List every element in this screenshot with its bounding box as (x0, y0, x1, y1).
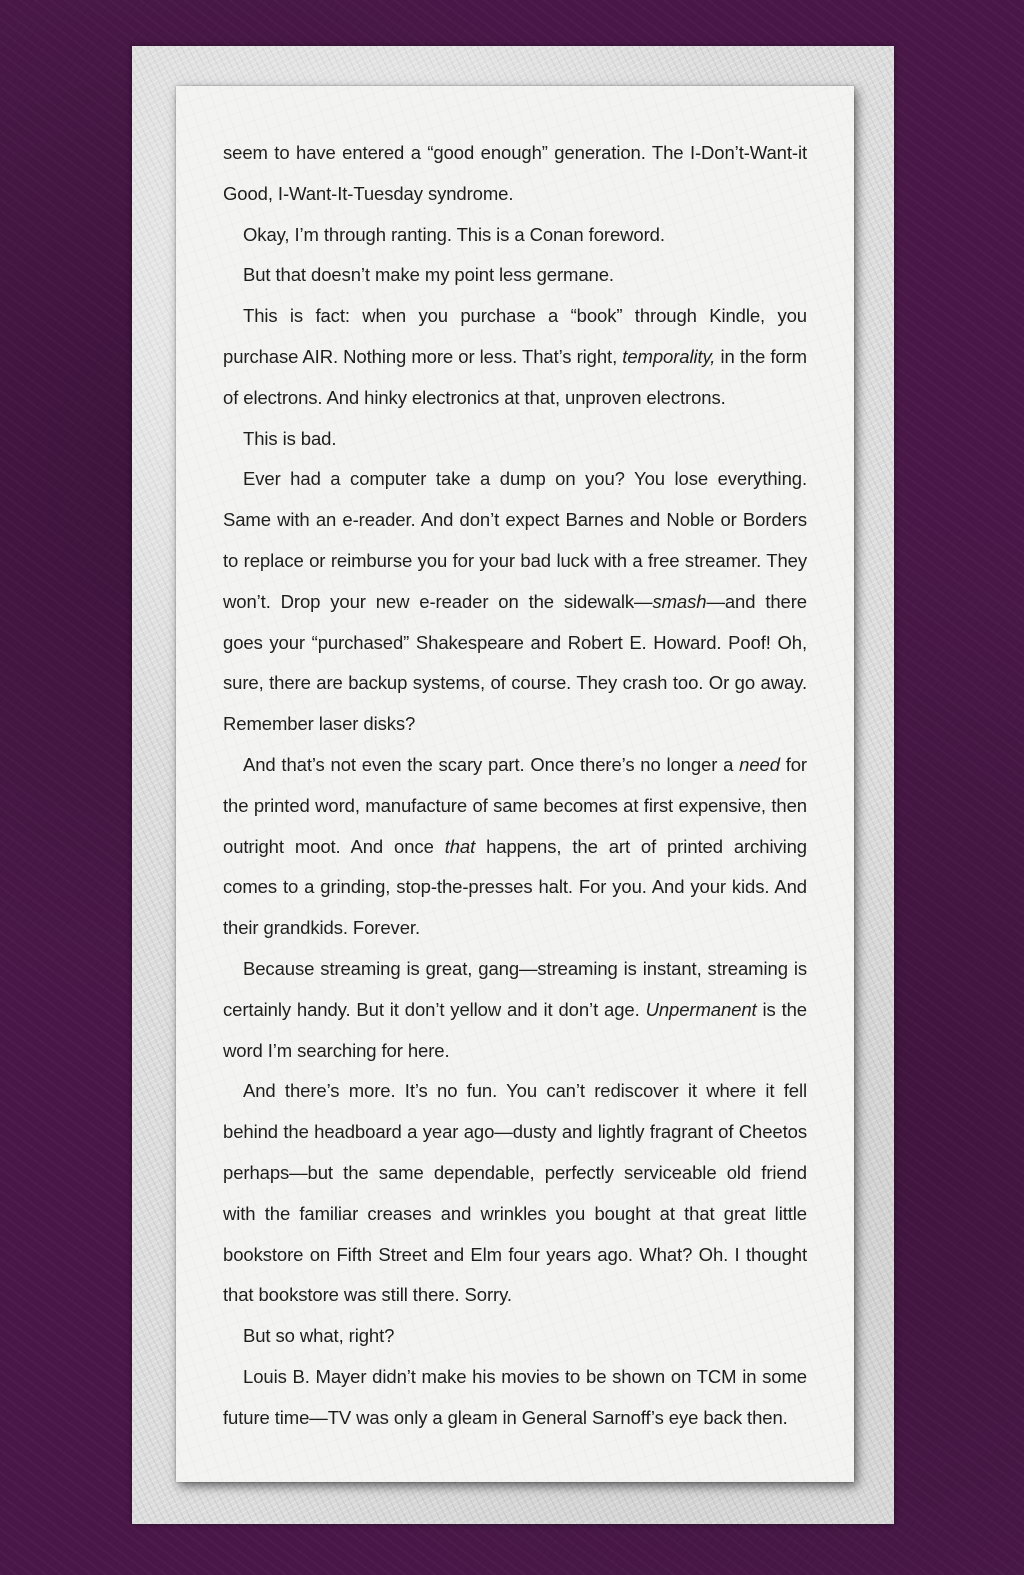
page-paper (176, 86, 854, 1482)
paragraph-3 (223, 296, 807, 418)
text-segment: is the word I’m searching for here. (223, 998, 807, 1061)
text-segment: Ever had a computer take a dump on you? You lose everything. Same with an e-reader. And don’t expect Barnes and Noble or Borders to replace or reimburse you for your bad luck with a free streamer. They won’t. Drop your new e-reader on the sidewalk— (223, 468, 807, 612)
text-segment: Okay, I’m through ranting. This is a Conan foreword. (243, 223, 665, 245)
text-segment: for the printed word, manufacture of same becomes at first expensive, then outright moot. And once (223, 753, 807, 857)
paragraph-0 (223, 133, 807, 215)
emphasis-text: that (444, 835, 476, 857)
text-segment: in the form of electrons. And hinky electronics at that, unproven electrons. (223, 345, 807, 408)
paragraph-1 (223, 215, 807, 256)
text-segment: But so what, right? (243, 1325, 395, 1347)
paragraph-7 (223, 949, 807, 1071)
text-segment: This is bad. (243, 427, 337, 449)
paragraph-5 (223, 459, 807, 745)
text-segment: Louis B. Mayer didn’t make his movies to be shown on TCM in some future time—TV was only a gleam in General Sarnoff’s eye back then. (223, 1365, 807, 1428)
body-text (223, 133, 807, 1439)
text-segment: This is fact: when you purchase a “book” through Kindle, you purchase AIR. Nothing more or less. That’s right, (223, 305, 807, 367)
text-segment: happens, the art of printed archiving comes to a grinding, stop-the-presses halt. For you. And your kids. And their grandkids. Forever. (223, 835, 807, 939)
paragraph-2 (223, 255, 807, 296)
text-segment: And there’s more. It’s no fun. You can’t rediscover it where it fell behind the headboard a year ago—dusty and lightly fragrant of Cheetos perhaps—but the same dependable, perfectly serviceable old friend with the familiar creases and wrinkles you bought at that great little bookstore on Fifth Street and Elm four years ago. What? Oh. I thought that bookstore was still there. Sorry. (223, 1080, 807, 1306)
text-segment: —and there goes your “purchased” Shakespeare and Robert E. Howard. Poof! Oh, sure, there are backup systems, of course. They crash too. Or go away. Remember laser disks? (223, 590, 807, 735)
text-segment: And that’s not even the scary part. Once there’s no longer a (243, 753, 740, 775)
emphasis-text: smash (652, 590, 707, 612)
paragraph-8 (223, 1071, 807, 1316)
text-segment: Because streaming is great, gang—streaming is instant, streaming is certainly handy. But it don’t yellow and it don’t age. (223, 957, 807, 1020)
emphasis-text: need (739, 753, 780, 775)
paragraph-4 (223, 419, 807, 460)
text-segment: seem to have entered a “good enough” generation. The I-Don’t-Want-it Good, I-Want-It-Tuesday syndrome. (223, 142, 807, 204)
text-segment: But that doesn’t make my point less germane. (243, 264, 614, 286)
paragraph-6 (223, 745, 807, 949)
paragraph-9 (223, 1316, 807, 1357)
paragraph-10 (223, 1357, 807, 1439)
emphasis-text: Unpermanent (645, 998, 757, 1020)
emphasis-text: temporality, (622, 345, 716, 367)
